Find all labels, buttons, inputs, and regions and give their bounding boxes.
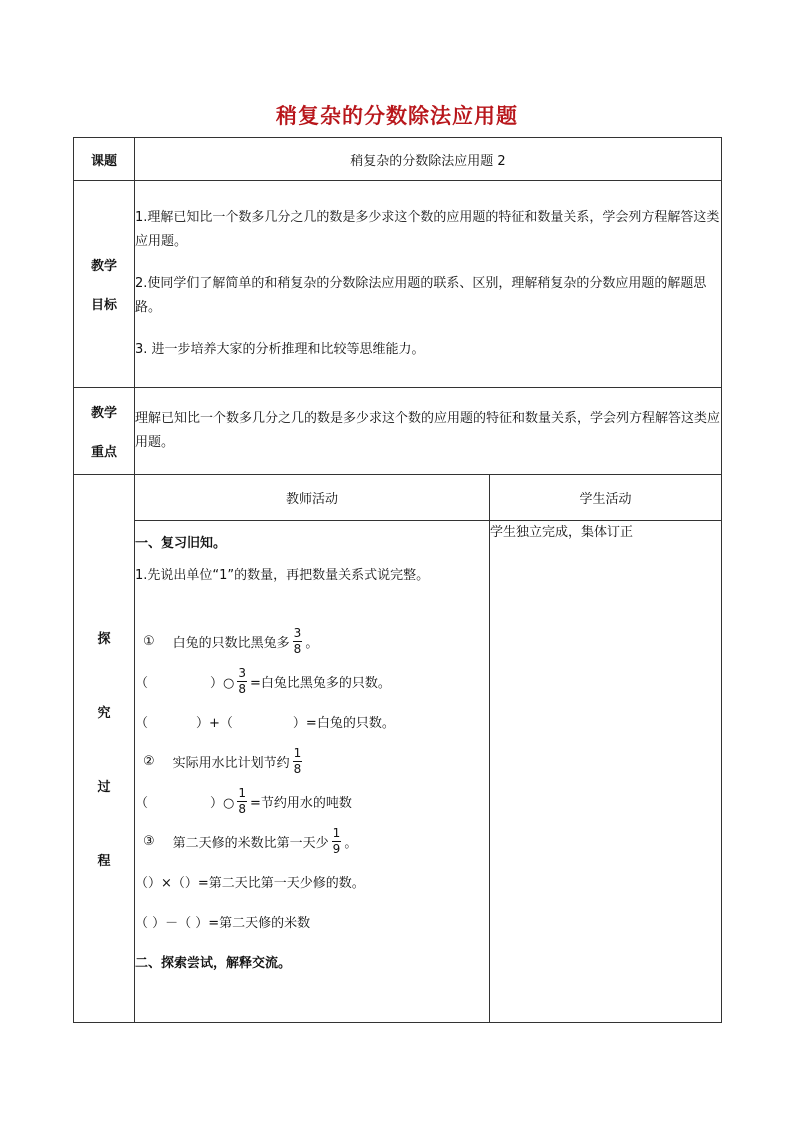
key-points-label: 教学 重点 bbox=[74, 388, 135, 475]
topic-label: 课题 bbox=[74, 138, 135, 181]
problem-3-equation-2: （ ）－（ ）=第二天修的米数 bbox=[135, 915, 311, 931]
process-label: 探 究 过 程 bbox=[74, 475, 135, 1023]
lesson-plan-table bbox=[73, 137, 722, 1023]
teacher-activity-content bbox=[135, 521, 490, 1023]
problem-1: ① 白兔的只数比黑兔多 $\frac{3}{8}$ 。 bbox=[143, 625, 319, 656]
problem-3-equation-1: （）×（）=第二天比第一天少修的数。 bbox=[135, 875, 365, 891]
fraction: $\frac{3}{8}$ bbox=[293, 625, 302, 656]
problem-3: ③ 第二天修的米数比第一天少 $\frac{1}{9}$ 。 bbox=[143, 825, 358, 856]
objective-item: 1.理解已知比一个数多几分之几的数是多少求这个数的应用题的特征和数量关系，学会列方程解答这类应用题。 bbox=[135, 210, 720, 249]
section-heading: 二、探索尝试，解释交流。 bbox=[135, 955, 292, 971]
page-title: 稍复杂的分数除法应用题 bbox=[276, 103, 518, 128]
objective-item: 3. 进一步培养大家的分析推理和比较等思维能力。 bbox=[135, 342, 425, 357]
student-activity-header: 学生活动 bbox=[490, 475, 722, 521]
student-activity-content: 学生独立完成，集体订正 bbox=[490, 521, 722, 1023]
activity-header-row bbox=[74, 475, 722, 521]
topic-value: 稍复杂的分数除法应用题 2 bbox=[135, 138, 722, 181]
fraction: $\frac{1}{8}$ bbox=[293, 745, 302, 776]
fraction: $\frac{1}{8}$ bbox=[238, 785, 246, 816]
problem-1-equation-2: （ ）+（ ）=白兔的只数。 bbox=[135, 715, 395, 731]
key-points-row bbox=[74, 388, 722, 475]
fraction: $\frac{3}{8}$ bbox=[238, 665, 246, 696]
objectives-content bbox=[135, 181, 722, 388]
key-points-content: 理解已知比一个数多几分之几的数是多少求这个数的应用题的特征和数量关系，学会列方程解答这类应用题。 bbox=[135, 388, 722, 475]
objective-item: 2.使同学们了解简单的和稍复杂的分数除法应用题的联系、区别，理解稍复杂的分数应用题的解题思路。 bbox=[135, 276, 707, 315]
topic-row bbox=[74, 138, 722, 181]
activity-content-row bbox=[74, 521, 722, 1023]
problem-2-equation-1: （ ）○ $\frac{1}{8}$ =节约用水的吨数 bbox=[135, 785, 352, 816]
problem-2: ② 实际用水比计划节约 $\frac{1}{8}$ bbox=[143, 745, 302, 776]
section-heading: 一、复习旧知。 bbox=[135, 535, 227, 551]
fraction: $\frac{1}{9}$ bbox=[332, 825, 341, 856]
problem-1-equation-1: （ ）○ $\frac{3}{8}$ =白兔比黑兔多的只数。 bbox=[135, 665, 391, 696]
review-intro: 1.先说出单位“1”的数量，再把数量关系式说完整。 bbox=[135, 568, 430, 583]
objectives-label: 教学 目标 bbox=[74, 181, 135, 388]
objectives-row bbox=[74, 181, 722, 388]
teacher-activity-header: 教师活动 bbox=[135, 475, 490, 521]
